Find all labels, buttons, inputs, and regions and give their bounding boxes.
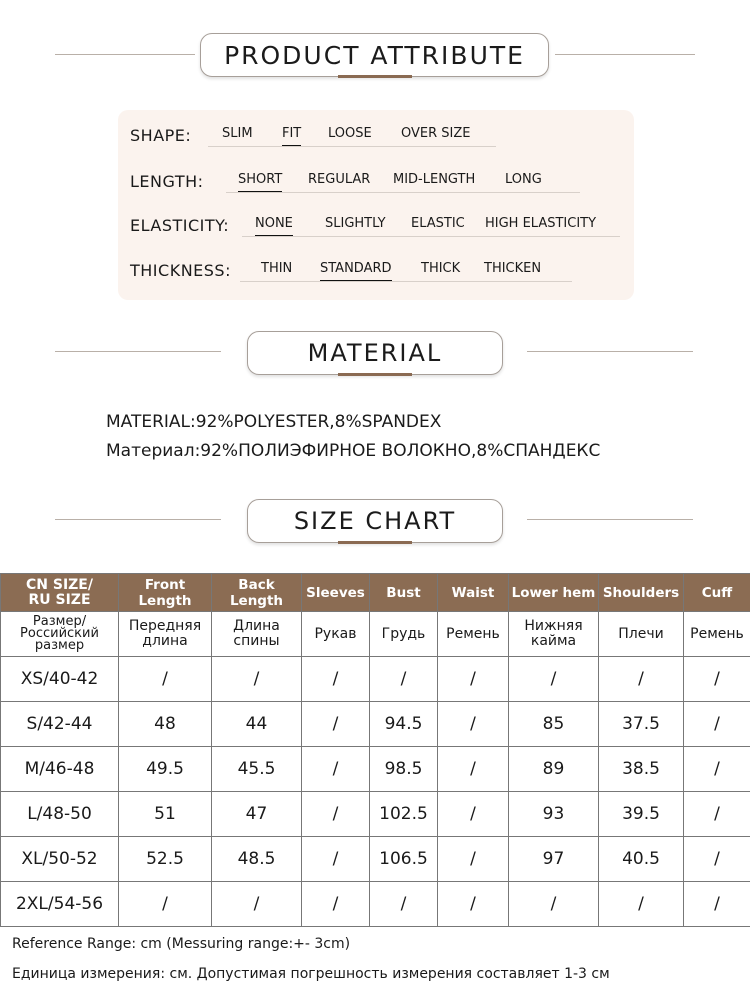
value-cell: / (509, 657, 599, 702)
value-cell: 39.5 (599, 792, 684, 837)
header-ru-cell: Рукав (302, 612, 370, 657)
divider-right (527, 519, 693, 520)
header-ru-cell: Длина спины (212, 612, 302, 657)
table-row (1, 657, 750, 702)
value-cell: 102.5 (370, 792, 438, 837)
value-cell: 48.5 (212, 837, 302, 882)
attr-baseline (240, 281, 572, 282)
divider-left (55, 351, 221, 352)
attr-option-selected: FIT (282, 126, 302, 141)
size-cell: XS/40-42 (1, 657, 119, 702)
value-cell: / (599, 882, 684, 927)
material-title-text: MATERIAL (307, 339, 443, 367)
reference-note-ru: Единица измерения: см. Допустимая погрешность измерения составляет 1-3 см (12, 966, 610, 982)
value-cell: 51 (119, 792, 212, 837)
value-cell: / (119, 657, 212, 702)
attr-label-thickness: THICKNESS: (130, 261, 231, 280)
value-cell: / (302, 747, 370, 792)
attr-option: SLIGHTLY (325, 216, 386, 231)
attr-option: REGULAR (308, 172, 371, 187)
value-cell: 98.5 (370, 747, 438, 792)
size-cell: L/48-50 (1, 792, 119, 837)
section-title-material (247, 331, 503, 375)
attr-option: MID-LENGTH (393, 172, 476, 187)
header-ru-cell: Плечи (599, 612, 684, 657)
value-cell: / (438, 837, 509, 882)
attr-option: ELASTIC (411, 216, 465, 231)
attr-option: SLIM (222, 126, 253, 141)
value-cell: / (119, 882, 212, 927)
value-cell: / (212, 657, 302, 702)
attr-row-length (118, 170, 634, 200)
value-cell: / (438, 792, 509, 837)
title-accent-bar (338, 541, 412, 544)
attr-row-thickness (118, 259, 634, 289)
material-en (106, 412, 441, 432)
value-cell: 93 (509, 792, 599, 837)
value-cell: / (438, 657, 509, 702)
header-ru-cell: Ремень (684, 612, 750, 657)
attr-option: OVER SIZE (401, 126, 471, 141)
value-cell: / (302, 837, 370, 882)
attribute-title-text: PRODUCT ATTRIBUTE (224, 40, 525, 70)
attr-label-elasticity: ELASTICITY: (130, 216, 230, 235)
value-cell: / (509, 882, 599, 927)
value-cell: / (684, 702, 750, 747)
attr-baseline (208, 146, 496, 147)
header-ru-cell: Нижняя кайма (509, 612, 599, 657)
header-cell: Shoulders (599, 574, 684, 612)
attr-option: THICKEN (484, 261, 542, 276)
header-cell: Back Length (212, 574, 302, 612)
value-cell: / (212, 882, 302, 927)
value-cell: / (438, 702, 509, 747)
attr-row-elasticity (118, 214, 634, 244)
table-row (1, 882, 750, 927)
size-cell: M/46-48 (1, 747, 119, 792)
size-cell: 2XL/54-56 (1, 882, 119, 927)
attr-option-selected: STANDARD (320, 261, 392, 276)
value-cell: 97 (509, 837, 599, 882)
attr-option: LOOSE (328, 126, 372, 141)
divider-right (555, 54, 695, 55)
value-cell: 45.5 (212, 747, 302, 792)
attr-baseline (242, 236, 620, 237)
value-cell: 48 (119, 702, 212, 747)
divider-left (55, 54, 195, 55)
table-row (1, 837, 750, 882)
material-ru-value: 92%ПОЛИЭФИРНОЕ ВОЛОКНО,8%СПАНДЕКС (200, 441, 601, 461)
divider-left (55, 519, 221, 520)
attr-label-shape: SHAPE: (130, 126, 192, 145)
material-ru (106, 441, 600, 461)
attr-option-selected: NONE (255, 216, 293, 231)
table-row (1, 702, 750, 747)
value-cell: / (370, 657, 438, 702)
value-cell: 47 (212, 792, 302, 837)
value-cell: 52.5 (119, 837, 212, 882)
value-cell: / (684, 792, 750, 837)
material-en-value: 92%POLYESTER,8%SPANDEX (195, 412, 442, 432)
table-header-row (1, 574, 750, 612)
header-cell: CN SIZE/ RU SIZE (1, 574, 119, 612)
attr-baseline (226, 192, 580, 193)
table-header-row-ru (1, 612, 750, 657)
attr-option: HIGH ELASTICITY (485, 216, 597, 231)
size-title-text: SIZE CHART (293, 507, 457, 535)
attr-option: LONG (505, 172, 542, 187)
value-cell: 94.5 (370, 702, 438, 747)
value-cell: 89 (509, 747, 599, 792)
header-cell: Lower hem (509, 574, 599, 612)
value-cell: / (370, 882, 438, 927)
header-cell: Front Length (119, 574, 212, 612)
section-title-size-chart (247, 499, 503, 543)
value-cell: / (684, 747, 750, 792)
value-cell: / (302, 792, 370, 837)
size-chart-table (0, 573, 750, 927)
value-cell: / (302, 882, 370, 927)
title-accent-bar (338, 75, 412, 78)
value-cell: 44 (212, 702, 302, 747)
header-ru-cell: Размер/ Российский размер (1, 612, 119, 657)
attr-label-length: LENGTH: (130, 172, 204, 191)
value-cell: 40.5 (599, 837, 684, 882)
divider-right (527, 351, 693, 352)
value-cell: / (684, 837, 750, 882)
value-cell: / (599, 657, 684, 702)
value-cell: 38.5 (599, 747, 684, 792)
header-cell: Waist (438, 574, 509, 612)
attr-option-selected: SHORT (238, 172, 283, 187)
value-cell: / (302, 702, 370, 747)
size-cell: XL/50-52 (1, 837, 119, 882)
size-cell: S/42-44 (1, 702, 119, 747)
header-cell: Sleeves (302, 574, 370, 612)
value-cell: / (684, 882, 750, 927)
section-title-attribute (200, 33, 549, 77)
value-cell: / (302, 657, 370, 702)
attr-option: THIN (261, 261, 293, 276)
header-ru-cell: Ремень (438, 612, 509, 657)
header-ru-cell: Передняя длина (119, 612, 212, 657)
header-cell: Bust (370, 574, 438, 612)
value-cell: 106.5 (370, 837, 438, 882)
attribute-panel (118, 110, 634, 300)
attr-option: THICK (421, 261, 461, 276)
value-cell: 49.5 (119, 747, 212, 792)
material-ru-label: Материал: (106, 441, 201, 461)
material-en-label: MATERIAL: (106, 412, 196, 432)
value-cell: / (438, 882, 509, 927)
attr-row-shape (118, 124, 634, 154)
header-cell: Cuff (684, 574, 750, 612)
header-ru-cell: Грудь (370, 612, 438, 657)
table-row (1, 792, 750, 837)
value-cell: / (438, 747, 509, 792)
title-accent-bar (338, 373, 412, 376)
value-cell: 37.5 (599, 702, 684, 747)
table-row (1, 747, 750, 792)
value-cell: / (684, 657, 750, 702)
reference-note-en: Reference Range: cm (Messuring range:+- 3cm) (12, 936, 351, 952)
value-cell: 85 (509, 702, 599, 747)
